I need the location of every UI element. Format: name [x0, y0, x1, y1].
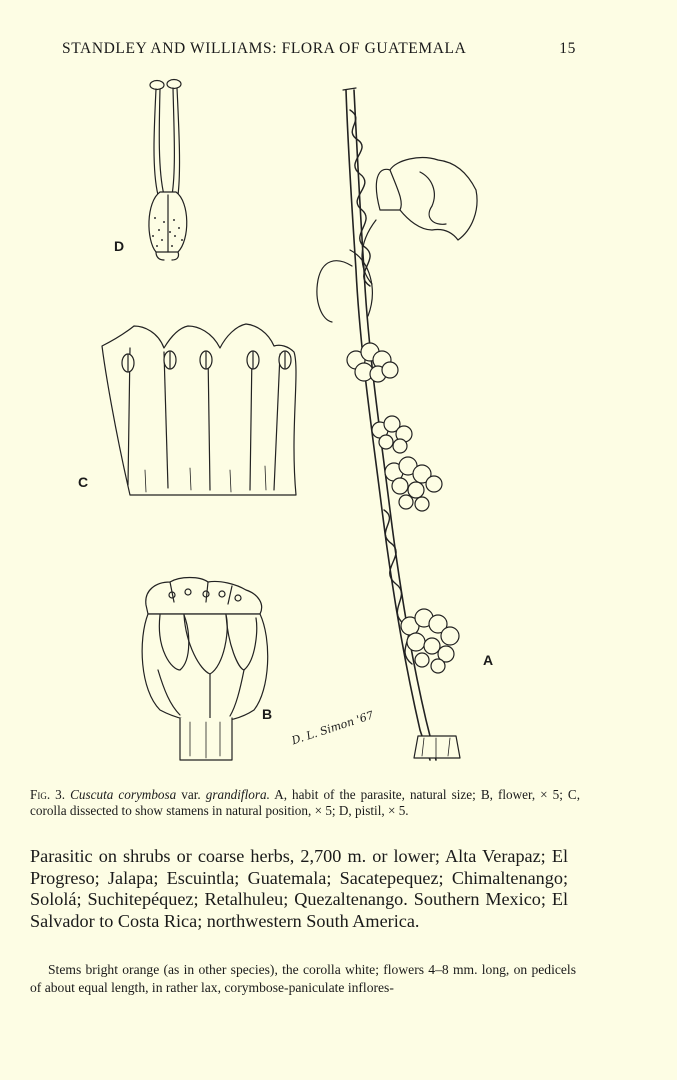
caption-text: A, habit of the parasite, natural size; B, flower, × 5; C, corolla dissected to show stamens in natural position, × 5; D, pistil, × 5. — [30, 787, 581, 818]
flower-drawing — [142, 578, 268, 761]
figure-illustration — [60, 70, 520, 780]
artist-signature: D. L. Simon '67 — [290, 708, 376, 748]
caption-species: Cuscuta corymbosa — [70, 787, 177, 802]
corolla-dissected-drawing — [102, 324, 296, 495]
label-d: D — [114, 238, 125, 254]
figure-caption — [30, 787, 580, 819]
habit-drawing — [317, 88, 477, 760]
body-paragraph: Parasitic on shrubs or coarse herbs, 2,700 m. or lower; Alta Verapaz; El Progreso; Jalapa; Escuintla; Guatemala; Sacatepequez; Chimaltenango; Sololá; Suchitepéquez; Retalhuleu; Quezaltenango. Southern Mexico; El Salvador to Costa Rica; northwestern South America. — [30, 846, 568, 932]
caption-var: var. — [181, 787, 201, 802]
botanical-figure — [60, 70, 520, 780]
caption-variety: grandiflora. — [205, 787, 270, 802]
page-number: 15 — [559, 40, 576, 57]
caption-fig-number: Fig. 3. — [30, 787, 66, 802]
description-paragraph: Stems bright orange (as in other species), the corolla white; flowers 4–8 mm. long, on pedicels of about equal length, in rather lax, corymbose-paniculate inflores- — [30, 962, 576, 995]
label-c: C — [78, 474, 89, 490]
label-b: B — [262, 706, 273, 722]
label-a: A — [483, 652, 494, 668]
pistil-drawing — [149, 80, 187, 261]
running-head — [60, 40, 580, 60]
running-title: STANDLEY AND WILLIAMS: FLORA OF GUATEMALA — [62, 40, 467, 57]
